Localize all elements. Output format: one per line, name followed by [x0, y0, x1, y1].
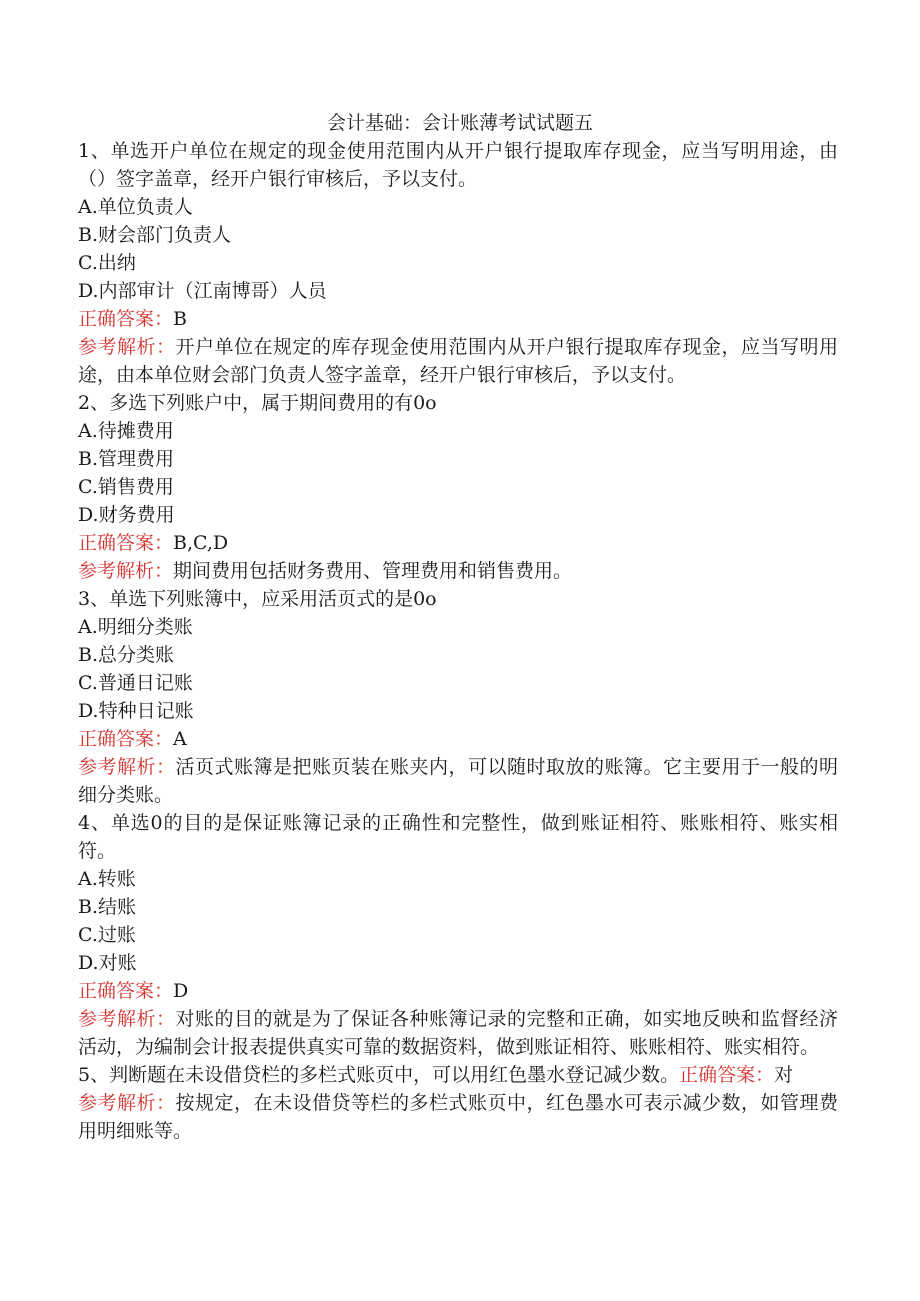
option-c: C.普通日记账: [78, 672, 193, 694]
option-a: A.转账: [78, 868, 136, 890]
answer-value: B,C,D: [173, 532, 229, 554]
option-c: C.销售费用: [78, 476, 174, 498]
answer-line: [78, 725, 838, 753]
answer-value: B: [173, 308, 187, 330]
analysis-text: 活页式账簿是把账页装在账夹内，可以随时取放的账簿。它主要用于一般的明细分类账。: [78, 756, 838, 806]
option-c: C.出纳: [78, 252, 136, 274]
question-list: [78, 137, 838, 1145]
answer-label: 正确答案：: [78, 308, 174, 330]
question-4: [78, 809, 838, 1061]
option-b: B.结账: [78, 896, 137, 918]
answer-label: 正确答案：: [78, 532, 174, 554]
analysis-label: 参考解析：: [78, 1008, 176, 1030]
option-b: B.管理费用: [78, 448, 175, 470]
analysis-label: 参考解析：: [78, 336, 176, 358]
answer-label: 正确答案：: [78, 980, 174, 1002]
question-stem: 3、单选下列账簿中，应采用活页式的是0o: [78, 588, 437, 610]
analysis-label: 参考解析：: [78, 1092, 176, 1114]
page-title: 会计基础：会计账薄考试试题五: [326, 112, 593, 134]
option-d: D.财务费用: [78, 504, 175, 526]
option-a: A.待摊费用: [78, 420, 174, 442]
answer-label: 正确答案：: [78, 728, 174, 750]
option-a: A.单位负责人: [78, 196, 193, 218]
analysis-text: 期间费用包括财务费用、管理费用和销售费用。: [173, 560, 573, 582]
analysis-line: [78, 1005, 838, 1061]
analysis-text: 按规定，在未设借贷等栏的多栏式账页中，红色墨水可表示减少数，如管理费用明细账等。: [78, 1092, 838, 1142]
option-d: D.对账: [78, 952, 137, 974]
answer-line: [78, 305, 838, 333]
question-stem: 5、判断题在未设借贷栏的多栏式账页中，可以用红色墨水登记减少数。: [78, 1064, 680, 1086]
question-stem: 4、单选0的目的是保证账簿记录的正确性和完整性，做到账证相符、账账相符、账实相符。: [78, 812, 838, 862]
question-stem: 1、单选开户单位在规定的现金使用范围内从开户银行提取库存现金，应当写明用途，由（）签字盖章，经开户银行审核后，予以支付。: [78, 140, 838, 190]
question-stem: 2、多选下列账户中，属于期间费用的有0o: [78, 392, 437, 414]
analysis-label: 参考解析：: [78, 560, 174, 582]
option-d: D.特种日记账: [78, 700, 194, 722]
analysis-line: [78, 557, 838, 585]
option-b: B.总分类账: [78, 644, 175, 666]
option-a: A.明细分类账: [78, 616, 193, 638]
answer-line: [78, 977, 838, 1005]
answer-label: 正确答案：: [679, 1064, 775, 1086]
analysis-label: 参考解析：: [78, 756, 176, 778]
question-2: [78, 389, 838, 585]
answer-value: A: [173, 728, 187, 750]
answer-line: [78, 529, 838, 557]
analysis-line: [78, 753, 838, 809]
question-stem-with-answer: [78, 1061, 838, 1089]
analysis-line: [78, 333, 838, 389]
analysis-text: 开户单位在规定的库存现金使用范围内从开户银行提取库存现金，应当写明用途，由本单位财会部门负责人签字盖章，经开户银行审核后，予以支付。: [78, 336, 838, 386]
question-1: [78, 137, 838, 389]
option-d: D.内部审计（江南博哥）人员: [78, 280, 327, 302]
analysis-text: 对账的目的就是为了保证各种账簿记录的完整和正确，如实地反映和监督经济活动，为编制会计报表提供真实可靠的数据资料，做到账证相符、账账相符、账实相符。: [78, 1008, 838, 1058]
analysis-line: [78, 1089, 838, 1145]
question-5: [78, 1061, 838, 1145]
question-3: [78, 585, 838, 809]
answer-value: D: [173, 980, 189, 1002]
option-b: B.财会部门负责人: [78, 224, 232, 246]
option-c: C.过账: [78, 924, 136, 946]
answer-value: 对: [774, 1064, 794, 1086]
